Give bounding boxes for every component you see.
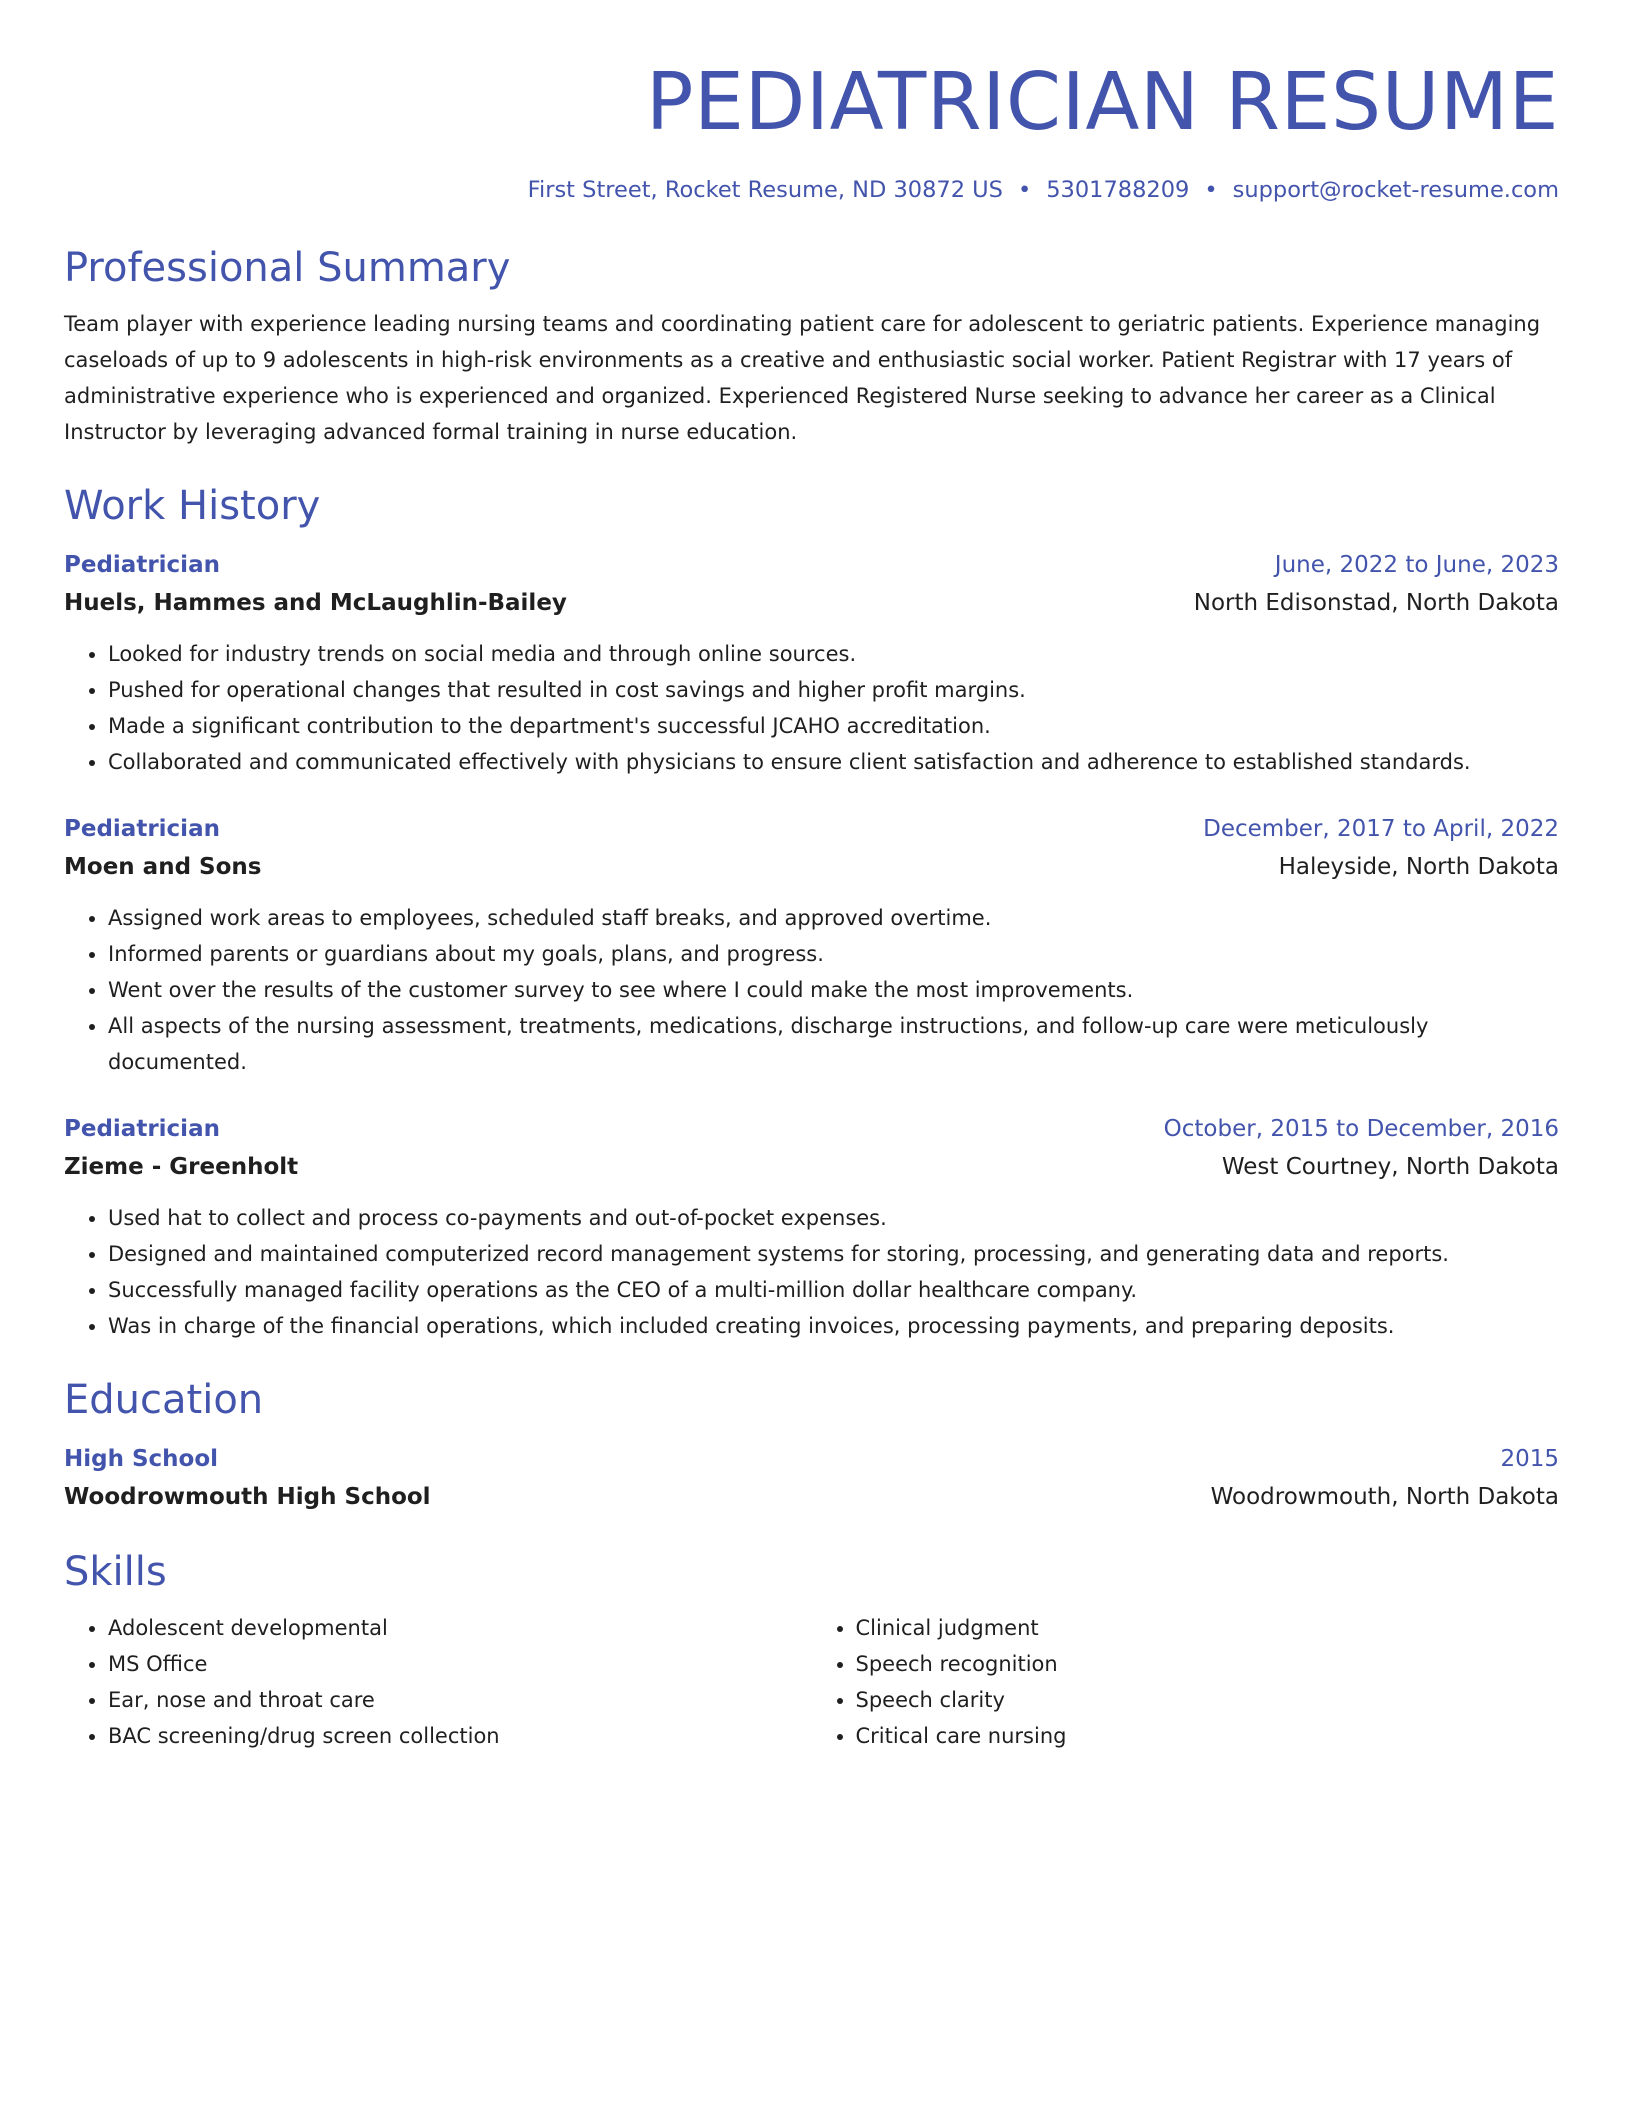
job-bullet: • Successfully managed facility operations as the CEO of a multi-million dollar healthcare company. [108,1272,1559,1308]
job-bullets [64,1200,1559,1344]
job-bullet: • Used hat to collect and process co-payments and out-of-pocket expenses. [108,1200,1559,1236]
skill-item: • MS Office [108,1646,812,1682]
education-school: Woodrowmouth High School [64,1484,431,1510]
job-bullets [64,636,1559,780]
skills-list [64,1610,1559,1754]
job-entry [64,810,1559,1080]
skills-column-left [64,1610,812,1754]
contact-separator: • [1204,177,1218,203]
skill-item: • Ear, nose and throat care [108,1682,812,1718]
job-title: Pediatrician [64,816,220,842]
job-dates: December, 2017 to April, 2022 [1203,816,1559,842]
job-bullet: • Collaborated and communicated effectively with physicians to ensure client satisfaction and adherence to established standards. [108,744,1559,780]
job-dates: October, 2015 to December, 2016 [1163,1116,1559,1142]
skills-column-right [812,1610,1560,1754]
skill-item: • Speech recognition [856,1646,1560,1682]
job-bullet: • Pushed for operational changes that resulted in cost savings and higher profit margins. [108,672,1559,708]
resume-page [64,52,1559,1754]
education-location: Woodrowmouth, North Dakota [1210,1484,1559,1510]
skill-item: • Adolescent developmental [108,1610,812,1646]
job-bullet: • Designed and maintained computerized record management systems for storing, processing, and generating data and reports. [108,1236,1559,1272]
education-degree: High School [64,1446,219,1472]
contact-separator: • [1017,177,1032,203]
contact-line [64,174,1559,206]
job-bullet: • Made a significant contribution to the department's successful JCAHO accreditation. [108,708,1559,744]
summary-text: Team player with experience leading nursing teams and coordinating patient care for adolescent to geriatric patients. Experience managing caseloads of up to 9 adolescents in high-risk environments as a creative and enthusiastic social worker. Patient Registrar with 17 years of administrative experience who is experienced and organized. Experienced Registered Nurse seeking to advance her career as a Clinical Instructor by leveraging advanced formal training in nurse education. [64,312,1541,444]
skill-item: • Speech clarity [856,1682,1560,1718]
summary-heading: Professional Summary [64,245,511,291]
education-entry [64,1440,1559,1516]
job-entry [64,546,1559,780]
job-bullet: • Was in charge of the financial operations, which included creating invoices, processing payments, and preparing deposits. [108,1308,1559,1344]
job-location: North Edisonstad, North Dakota [1193,590,1559,616]
job-dates: June, 2022 to June, 2023 [1274,552,1559,578]
skills-heading: Skills [64,1549,167,1595]
job-location: West Courtney, North Dakota [1221,1154,1559,1180]
skill-item: • Clinical judgment [856,1610,1560,1646]
job-company: Huels, Hammes and McLaughlin-Bailey [64,590,567,616]
work-history-heading: Work History [64,483,321,529]
job-title: Pediatrician [64,552,220,578]
resume-title: PEDIATRICIAN RESUME [645,56,1559,148]
job-bullet: • Looked for industry trends on social media and through online sources. [108,636,1559,672]
job-title: Pediatrician [64,1116,220,1142]
education-year: 2015 [1500,1446,1559,1472]
job-company: Moen and Sons [64,854,262,880]
education-heading: Education [64,1377,264,1423]
job-bullets [64,900,1559,1080]
job-entry [64,1110,1559,1344]
contact-address: First Street, Rocket Resume, ND 30872 US [527,177,1003,203]
contact-email[interactable]: support@rocket-resume.com [1232,177,1559,203]
skill-item: • Critical care nursing [856,1718,1560,1754]
job-bullet: • Assigned work areas to employees, scheduled staff breaks, and approved overtime. [108,900,1559,936]
contact-phone: 5301788209 [1046,177,1190,203]
job-bullet: • All aspects of the nursing assessment, treatments, medications, discharge instructions, and follow-up care were meticulously documented. [108,1008,1559,1080]
job-company: Zieme - Greenholt [64,1154,299,1180]
skill-item: • BAC screening/drug screen collection [108,1718,812,1754]
job-location: Haleyside, North Dakota [1278,854,1559,880]
job-bullet: • Informed parents or guardians about my goals, plans, and progress. [108,936,1559,972]
job-bullet: • Went over the results of the customer survey to see where I could make the most improvements. [108,972,1559,1008]
